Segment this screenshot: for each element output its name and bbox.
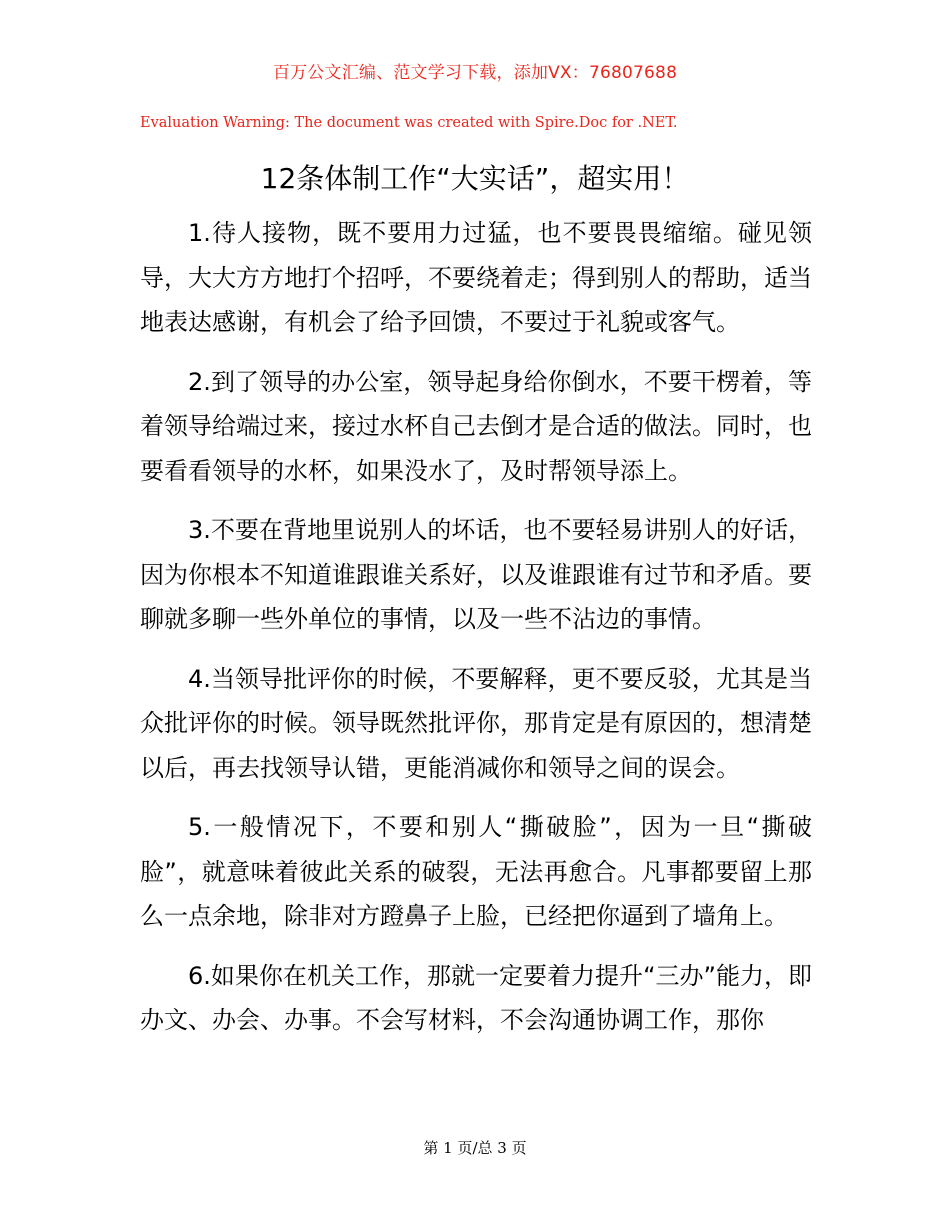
paragraph-2: 2.到了领导的办公室，领导起身给你倒水，不要干楞着，等着领导给端过来，接过水杯自己去倒才是合适的做法。同时，也要看看领导的水杯，如果没水了，及时帮领导添上。 xyxy=(140,367,812,485)
paragraph-5: 5.一般情况下，不要和别人“撕破脸”，因为一旦“撕破脸”，就意味着彼此关系的破裂，无法再愈合。凡事都要留上那么一点余地，除非对方蹬鼻子上脸，已经把你逼到了墙角上。 xyxy=(140,813,812,930)
document-title: 12条体制工作“大实话”，超实用！ xyxy=(260,162,690,195)
evaluation-warning: Evaluation Warning: The document was created with Spire.Doc for .NET. xyxy=(140,115,678,131)
paragraph-1: 1.待人接物，既不要用力过猛，也不要畏畏缩缩。碰见领导，大大方方地打个招呼，不要绕着走；得到别人的帮助，适当地表达感谢，有机会了给予回馈，不要过于礼貌或客气。 xyxy=(140,219,812,336)
paragraph-3: 3.不要在背地里说别人的坏话，也不要轻易讲别人的好话，因为你根本不知道谁跟谁关系好，以及谁跟谁有过节和矛盾。要聊就多聊一些外单位的事情，以及一些不沾边的事情。 xyxy=(140,516,812,633)
paragraph-4: 4.当领导批评你的时候，不要解释，更不要反驳，尤其是当众批评你的时候。领导既然批评你，那肯定是有原因的，想清楚以后，再去找领导认错，更能消减你和领导之间的误会。 xyxy=(140,664,812,782)
document-body xyxy=(140,211,812,1058)
header-banner: 百万公文汇编、范文学习下载，添加VX：76807688 xyxy=(272,63,678,83)
paragraph-6: 6.如果你在机关工作，那就一定要着力提升“三办”能力，即办文、办会、办事。不会写材料，不会沟通协调工作，那你 xyxy=(140,961,812,1034)
page-footer: 第 1 页/总 3 页 xyxy=(423,1139,527,1157)
